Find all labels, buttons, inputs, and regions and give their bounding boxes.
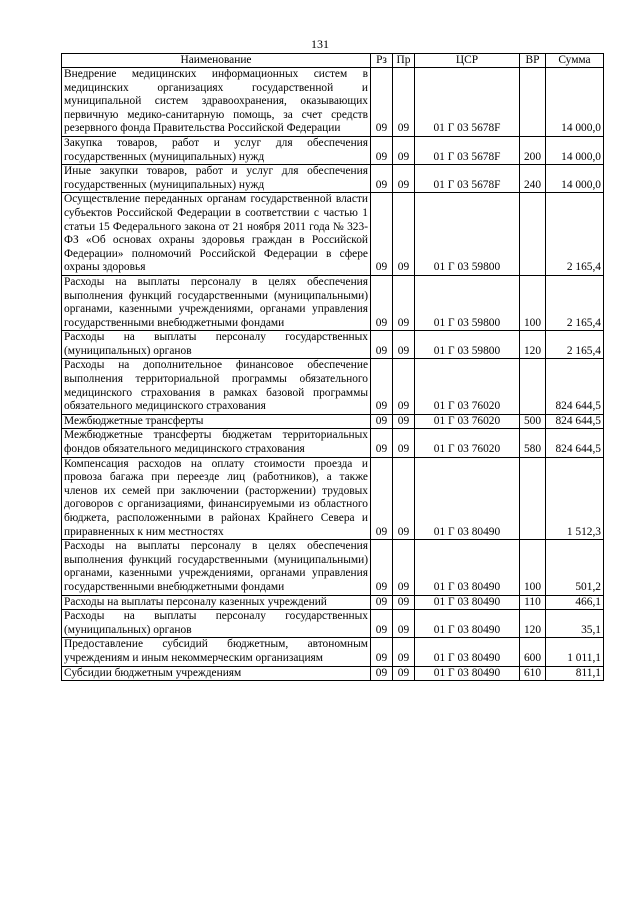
cell-csr: 01 Г 03 80490: [415, 595, 520, 610]
cell-csr: 01 Г 03 80490: [415, 610, 520, 638]
header-pr: Пр: [393, 54, 415, 68]
table-header-row: [62, 54, 604, 68]
header-sum: Сумма: [546, 54, 604, 68]
cell-name: Расходы на выплаты персоналу государственных (муниципальных) органов: [62, 610, 371, 638]
cell-sum: 2 165,4: [546, 331, 604, 359]
cell-pr: 09: [393, 136, 415, 164]
cell-name: Расходы на выплаты персоналу государственных (муниципальных) органов: [62, 331, 371, 359]
cell-sum: 824 644,5: [546, 414, 604, 429]
cell-vr: 500: [520, 414, 546, 429]
cell-rz: 09: [371, 457, 393, 540]
cell-name: Закупка товаров, работ и услуг для обеспечения государственных (муниципальных) нужд: [62, 136, 371, 164]
cell-sum: 14 000,0: [546, 136, 604, 164]
cell-pr: 09: [393, 68, 415, 137]
table-row: [62, 540, 604, 595]
table-row: [62, 275, 604, 330]
cell-name: Осуществление переданных органам государственной власти субъектов Российской Федерации в соответствии с частью 1 статьи 15 Федерального закона от 21 ноября 2011 года № 323-ФЗ «Об основах охраны здоровья граждан в Российской Федерации» полномочий Российской Федерации в сфере охраны здоровья: [62, 193, 371, 276]
cell-vr: [520, 359, 546, 414]
cell-pr: 09: [393, 193, 415, 276]
cell-rz: 09: [371, 165, 393, 193]
cell-name: Компенсация расходов на оплату стоимости проезда и провоза багажа при переезде лиц (работников), а также членов их семей при заключении (расторжении) трудовых договоров с организациями, финансируемыми из областного бюджета, расположенными в районах Крайнего Севера и приравненных к ним местностях: [62, 457, 371, 540]
cell-vr: 610: [520, 666, 546, 681]
cell-rz: 09: [371, 331, 393, 359]
cell-rz: 09: [371, 595, 393, 610]
cell-pr: 09: [393, 610, 415, 638]
cell-sum: 14 000,0: [546, 165, 604, 193]
cell-sum: 2 165,4: [546, 275, 604, 330]
cell-sum: 824 644,5: [546, 359, 604, 414]
cell-sum: 35,1: [546, 610, 604, 638]
cell-sum: 811,1: [546, 666, 604, 681]
cell-rz: 09: [371, 193, 393, 276]
cell-csr: 01 Г 03 80490: [415, 540, 520, 595]
cell-csr: 01 Г 03 5678F: [415, 136, 520, 164]
table-row: [62, 68, 604, 137]
cell-csr: 01 Г 03 76020: [415, 414, 520, 429]
cell-rz: 09: [371, 136, 393, 164]
cell-rz: 09: [371, 638, 393, 666]
header-csr: ЦСР: [415, 54, 520, 68]
cell-name: Внедрение медицинских информационных систем в медицинских организациях государственной и муниципальной систем здравоохранения, оказывающих первичную медико-санитарную помощь, за счет средств резервного фонда Правительства Российской Федерации: [62, 68, 371, 137]
cell-csr: 01 Г 03 76020: [415, 359, 520, 414]
table-row: [62, 165, 604, 193]
cell-vr: 110: [520, 595, 546, 610]
cell-sum: 824 644,5: [546, 429, 604, 457]
cell-pr: 09: [393, 414, 415, 429]
cell-sum: 501,2: [546, 540, 604, 595]
cell-name: Расходы на выплаты персоналу казенных учреждений: [62, 595, 371, 610]
table-row: [62, 610, 604, 638]
cell-vr: [520, 68, 546, 137]
cell-csr: 01 Г 03 5678F: [415, 165, 520, 193]
header-vr: ВР: [520, 54, 546, 68]
cell-rz: 09: [371, 540, 393, 595]
cell-vr: [520, 193, 546, 276]
cell-csr: 01 Г 03 59800: [415, 275, 520, 330]
cell-csr: 01 Г 03 59800: [415, 331, 520, 359]
cell-vr: 600: [520, 638, 546, 666]
table-row: [62, 429, 604, 457]
cell-pr: 09: [393, 429, 415, 457]
cell-sum: 1 512,3: [546, 457, 604, 540]
cell-pr: 09: [393, 540, 415, 595]
cell-sum: 14 000,0: [546, 68, 604, 137]
cell-csr: 01 Г 03 5678F: [415, 68, 520, 137]
table-row: [62, 595, 604, 610]
table-row: [62, 638, 604, 666]
cell-csr: 01 Г 03 59800: [415, 193, 520, 276]
cell-name: Расходы на выплаты персоналу в целях обеспечения выполнения функций государственными (муниципальными) органами, казенными учреждениями, органами управления государственными внебюджетными фондами: [62, 275, 371, 330]
cell-vr: 120: [520, 331, 546, 359]
cell-vr: [520, 457, 546, 540]
cell-sum: 1 011,1: [546, 638, 604, 666]
cell-pr: 09: [393, 359, 415, 414]
cell-name: Субсидии бюджетным учреждениям: [62, 666, 371, 681]
cell-pr: 09: [393, 165, 415, 193]
cell-rz: 09: [371, 610, 393, 638]
cell-pr: 09: [393, 666, 415, 681]
cell-rz: 09: [371, 429, 393, 457]
cell-sum: 2 165,4: [546, 193, 604, 276]
cell-csr: 01 Г 03 76020: [415, 429, 520, 457]
table-row: [62, 457, 604, 540]
table-row: [62, 666, 604, 681]
cell-vr: 580: [520, 429, 546, 457]
cell-vr: 100: [520, 275, 546, 330]
cell-rz: 09: [371, 275, 393, 330]
cell-sum: 466,1: [546, 595, 604, 610]
cell-vr: 120: [520, 610, 546, 638]
cell-pr: 09: [393, 457, 415, 540]
header-name: Наименование: [62, 54, 371, 68]
cell-vr: 200: [520, 136, 546, 164]
table-row: [62, 136, 604, 164]
table-row: [62, 193, 604, 276]
cell-name: Расходы на выплаты персоналу в целях обеспечения выполнения функций государственными (муниципальными) органами, казенными учреждениями, органами управления государственными внебюджетными фондами: [62, 540, 371, 595]
cell-pr: 09: [393, 638, 415, 666]
cell-name: Иные закупки товаров, работ и услуг для обеспечения государственных (муниципальных) нужд: [62, 165, 371, 193]
cell-rz: 09: [371, 666, 393, 681]
cell-csr: 01 Г 03 80490: [415, 638, 520, 666]
cell-name: Предоставление субсидий бюджетным, автономным учреждениям и иным некоммерческим организациям: [62, 638, 371, 666]
cell-name: Межбюджетные трансферты бюджетам территориальных фондов обязательного медицинского страхования: [62, 429, 371, 457]
table-row: [62, 331, 604, 359]
cell-pr: 09: [393, 331, 415, 359]
header-rz: Рз: [371, 54, 393, 68]
cell-vr: 240: [520, 165, 546, 193]
cell-pr: 09: [393, 275, 415, 330]
table-row: [62, 359, 604, 414]
cell-rz: 09: [371, 68, 393, 137]
budget-table: [61, 53, 604, 681]
cell-vr: 100: [520, 540, 546, 595]
cell-name: Расходы на дополнительное финансовое обеспечение выполнения территориальной программы обязательного медицинского страхования в рамках базовой программы обязательного медицинского страхования: [62, 359, 371, 414]
page-number: 131: [311, 37, 329, 51]
cell-rz: 09: [371, 414, 393, 429]
table-row: [62, 414, 604, 429]
cell-rz: 09: [371, 359, 393, 414]
cell-name: Межбюджетные трансферты: [62, 414, 371, 429]
cell-pr: 09: [393, 595, 415, 610]
cell-csr: 01 Г 03 80490: [415, 457, 520, 540]
cell-csr: 01 Г 03 80490: [415, 666, 520, 681]
